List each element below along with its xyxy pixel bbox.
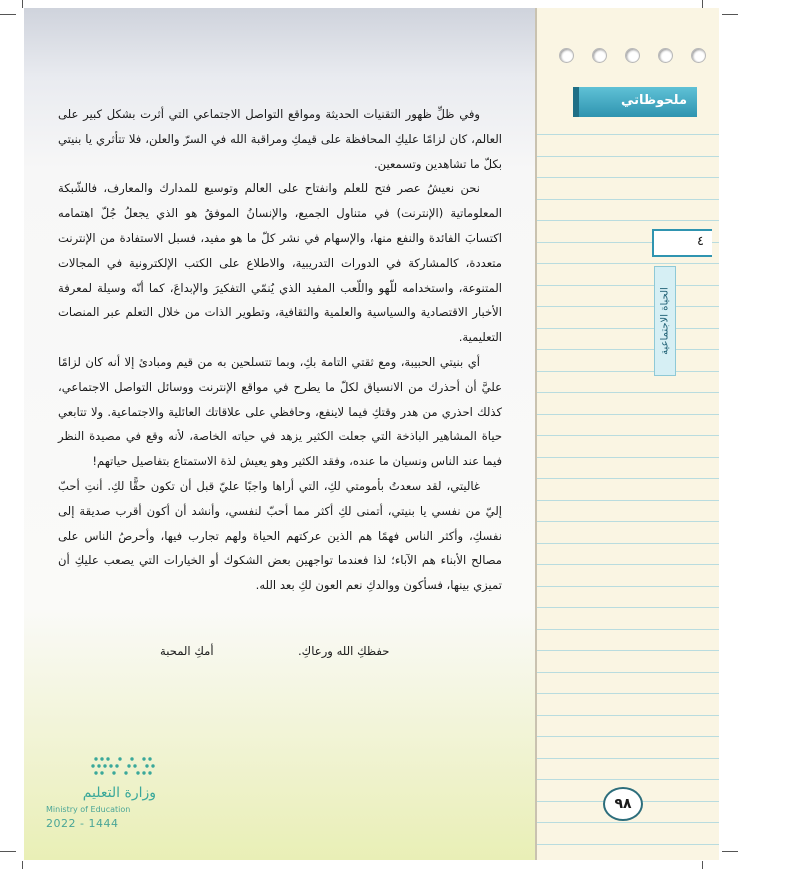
crop-mark: [22, 0, 23, 8]
letter-closing: حفظكِ الله ورعاكِ.: [298, 644, 390, 658]
ruled-line: [537, 822, 719, 823]
crop-mark: [702, 861, 703, 869]
unit-title: الحياة الاجتماعية: [659, 287, 671, 355]
ruled-line: [537, 199, 719, 200]
ruled-line: [537, 263, 719, 264]
ruled-line: [537, 586, 719, 587]
ruled-line: [537, 285, 719, 286]
ruled-line: [537, 650, 719, 651]
unit-number: ٤: [652, 229, 712, 257]
binder-ring-icon: [658, 48, 673, 63]
ruled-line: [537, 758, 719, 759]
binder-ring-icon: [559, 48, 574, 63]
unit-title-strip: [654, 266, 676, 376]
letter-body: [58, 102, 502, 598]
ruled-line: [537, 844, 719, 845]
ruled-line: [537, 156, 719, 157]
ruled-line: [537, 543, 719, 544]
ruled-line: [537, 736, 719, 737]
ruled-line: [537, 328, 719, 329]
ruled-line: [537, 607, 719, 608]
crop-mark: [722, 851, 738, 852]
ruled-line: [537, 500, 719, 501]
ruled-line: [537, 521, 719, 522]
notes-page: [535, 8, 719, 860]
crop-mark: [22, 861, 23, 869]
letter-paragraph: غاليتي، لقد سعدتُ بأمومتي لكِ، التي أراها واجبًا عليّ قبل أن تكون حقًّا لكِ. أنتِ أحبّ إليّ من نفسي يا بنيتي، أتمنى لكِ أكثر مما أحبّ لنفسي، وأنشد أن أكون أقرب صديقة إلى نفسكِ، وأكثر الناس فهمًا هم الذين عركتهم الحياة ولهم تجارب فيها، وأحرصُ الناس على مصالح الأبناء هم الآباء؛ لذا فعندما تواجهين بعض الشكوك أو الخيارات التي يصعب عليكِ أن تميزي بينها، فسأكون ووالدكِ نعم العون لكِ بعد الله.: [58, 478, 502, 593]
ruled-line: [537, 134, 719, 135]
notes-tab: ملحوظاتي: [579, 87, 697, 117]
ruled-line: [537, 457, 719, 458]
ruled-line: [537, 672, 719, 673]
letter-paragraph: وفي ظلِّ ظهور التقنيات الحديثة ومواقع التواصل الاجتماعي التي أثرت بشكل كبير على العالم، كان لزامًا عليكِ المحافظة على قيمكِ ومراقبة الله في السرّ والعلن، فلا تتأثري يا بنيتي بكلّ ما تشاهدين وتسمعين.: [58, 107, 502, 171]
ruled-line: [537, 220, 719, 221]
ruled-line: [537, 371, 719, 372]
ministry-logo-dots-icon: [90, 755, 156, 779]
crop-mark: [722, 14, 738, 15]
letter-paragraph: نحن نعيشُ عصر فتح للعلم وانفتاح على العالم وتوسيع للمدارك والمعارف، فالشّبكة المعلوماتية (الإنترنت) في متناول الجميع، والإنسانُ الموفقُ هو الذي يجعلُ جُلّ اهتمامه اكتسابَ الفائدة والنفع منها، والإسهام في نشر كلّ ما هو مفيد، فسبل الاستفادة من الإنترنت متعددة، كالمشاركة في الدورات التدريبية، والاطلاع على الكتب الإلكترونية في المجالات المتنوعة، واستخدامه للّهو واللّعب المفيد الذي يُنمّي التفكيرَ والإبداعَ، كما أنّه وسيلة لمعرفة الأخبار الاقتصادية والسياسية والعلمية والثقافية، وتطوير الذات من خلال التعلم عبر المنصات التعليمية.: [58, 181, 502, 345]
ruled-line: [537, 564, 719, 565]
page-number: ٩٨: [603, 787, 643, 821]
ruled-line: [537, 435, 719, 436]
crop-mark: [0, 851, 16, 852]
binder-ring-icon: [691, 48, 706, 63]
letter-signature: أمكِ المحبة: [160, 644, 214, 658]
crop-mark: [702, 0, 703, 8]
ruled-line: [537, 478, 719, 479]
ruled-line: [537, 629, 719, 630]
binder-ring-icon: [625, 48, 640, 63]
ruled-line: [537, 779, 719, 780]
ruled-line: [537, 349, 719, 350]
binder-ring-icon: [592, 48, 607, 63]
ministry-name-english: Ministry of Education: [46, 805, 131, 814]
ruled-line: [537, 306, 719, 307]
ruled-line: [537, 414, 719, 415]
ruled-line: [537, 392, 719, 393]
ruled-line: [537, 693, 719, 694]
ruled-line: [537, 177, 719, 178]
edition-year: 2022 - 1444: [46, 817, 119, 830]
crop-mark: [0, 14, 16, 15]
ruled-line: [537, 715, 719, 716]
letter-paragraph: أي بنيتي الحبيبة، ومع ثقتي التامة بكِ، وبما تتسلحين به من قيم ومبادئ إلا أنه كان لزامًا عليَّ أن أحذرك من الانسياق لكلّ ما يطرح في مواقع الإنترنت ووسائل التواصل الاجتماعي، كذلك احذري من هدر وقتكِ فيما لاينفع، وحافظي على علاقاتك العائلية والاجتماعية. ولا تتابعي حياة المشاهير الباذخة التي جعلت الكثير يزهد في حياته الخاصة، لأنه وقع في مصيدة النظر فيما عند الناس ونسيان ما عنده، وفقد الكثير وهو يعيش لذة الاستمتاع بتفاصيل حياتهم!: [58, 354, 502, 469]
ministry-name-arabic: وزارة التعليم: [82, 785, 156, 801]
ministry-logo: [46, 755, 156, 835]
